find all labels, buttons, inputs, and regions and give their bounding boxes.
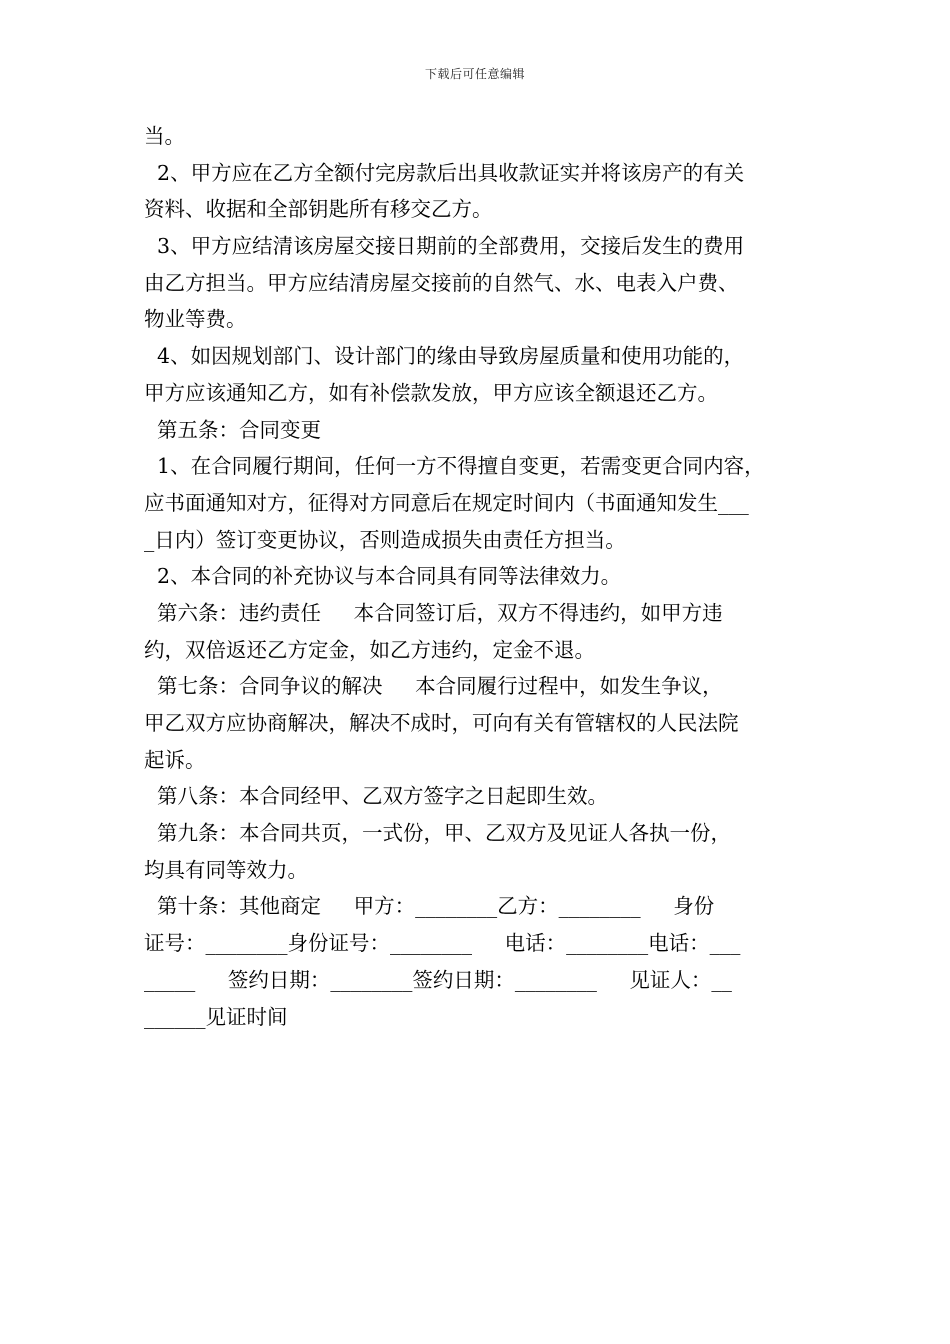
text-line: _日内）签订变更协议，否则造成损失由责任方担当。 [144, 527, 626, 552]
text-line: 当。 [144, 124, 185, 148]
text-line: 2、本合同的补充协议与本合同具有同等法律效力。 [144, 564, 622, 589]
text-line: _____ 签约日期：________签约日期：________ 见证人：__ [144, 967, 732, 992]
text-line: ______见证时间 [144, 1004, 288, 1029]
text-line: 第六条：违约责任 本合同签订后，双方不得违约，如甲方违 [144, 600, 723, 625]
text-line: 应书面通知对方，征得对方同意后在规定时间内（书面通知发生___ [144, 490, 749, 515]
text-line: 4、如因规划部门、设计部门的缘由导致房屋质量和使用功能的， [144, 344, 745, 369]
text-line: 均具有同等效力。 [144, 857, 308, 882]
text-line: 2、甲方应在乙方全额付完房款后出具收款证实并将该房产的有关 [144, 160, 745, 185]
text-line: 1、在合同履行期间，任何一方不得擅自变更，若需变更合同内容， [144, 454, 765, 479]
text-line: 证号：________身份证号：________ 电话：________电话：___ [144, 931, 741, 956]
text-line: 资料、收据和全部钥匙所有移交乙方。 [144, 197, 493, 222]
page-header: 下载后可任意编辑 [424, 67, 525, 81]
text-line: 第十条：其他商定 甲方：________乙方：________ 身份 [144, 894, 715, 919]
text-line: 3、甲方应结清该房屋交接日期前的全部费用，交接后发生的费用 [144, 234, 745, 259]
section-heading: 第五条：合同变更 [144, 417, 322, 442]
text-line: 约，双倍返还乙方定金，如乙方违约，定金不退。 [144, 637, 595, 662]
text-line: 第八条：本合同经甲、乙双方签字之日起即生效。 [144, 784, 609, 809]
text-line: 物业等费。 [144, 307, 247, 332]
text-line: 甲方应该通知乙方，如有补偿款发放，甲方应该全额退还乙方。 [144, 380, 718, 405]
text-line: 甲乙双方应协商解决，解决不成时，可向有关有管辖权的人民法院 [144, 711, 739, 735]
document-body [144, 118, 812, 1035]
text-line: 第七条：合同争议的解决 本合同履行过程中，如发生争议， [144, 674, 723, 699]
text-line: 第九条：本合同共页，一式份，甲、乙双方及见证人各执一份， [144, 821, 732, 846]
text-line: 由乙方担当。甲方应结清房屋交接前的自然气、水、电表入户费、 [144, 270, 739, 295]
text-line: 起诉。 [144, 747, 206, 772]
